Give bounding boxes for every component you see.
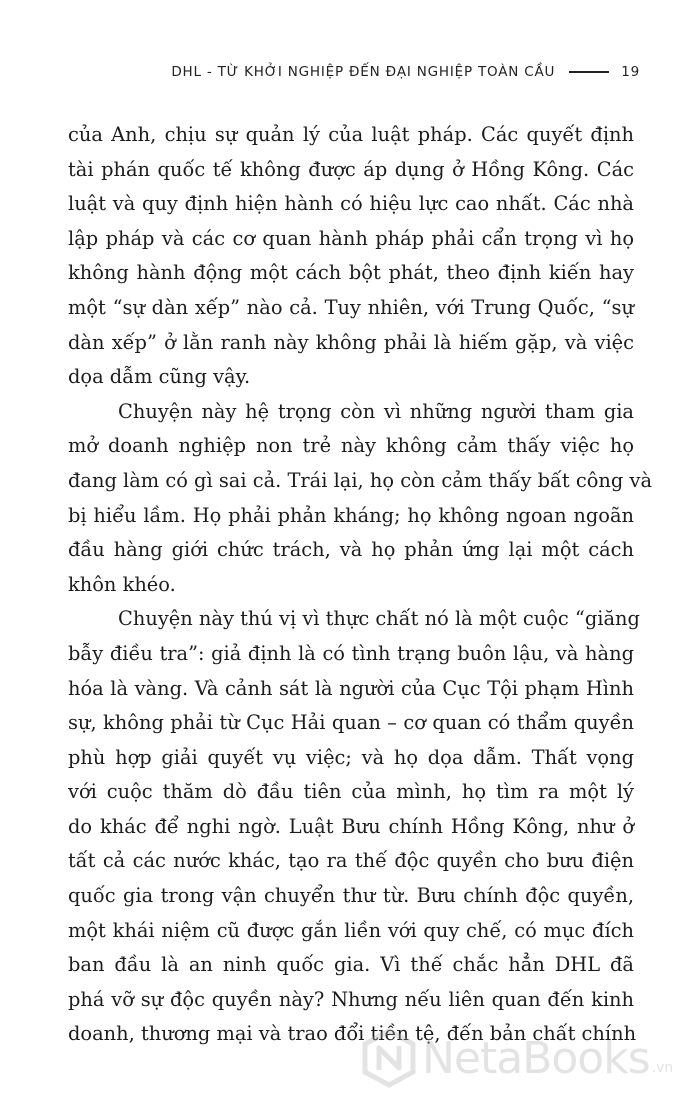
text-line: luật và quy định hiện hành có hiệu lực cao nhất. Các nhà: [68, 192, 634, 216]
text-line: đầu hàng giới chức trách, và họ phản ứng lại một cách: [68, 538, 634, 562]
text-line: một “sự dàn xếp” nào cả. Tuy nhiên, với Trung Quốc, “sự: [68, 295, 634, 319]
header-rule: [569, 71, 609, 73]
text-line: khôn khéo.: [68, 572, 176, 596]
text-line: dọa dẫm cũng vậy.: [68, 365, 251, 389]
text-line: ban đầu là an ninh quốc gia. Vì thế chắc hẳn DHL đã: [68, 953, 634, 977]
text-line: phù hợp giải quyết vụ việc; và họ dọa dẫm. Thất vọng: [68, 745, 634, 769]
text-line: của Anh, chịu sự quản lý của luật pháp. Các quyết định: [68, 123, 634, 146]
text-line: do khác để nghi ngờ. Luật Bưu chính Hồng Kông, như ở: [68, 814, 634, 838]
running-header: [0, 64, 640, 80]
text-line: tất cả các nước khác, tạo ra thế độc quyền cho bưu điện: [68, 849, 634, 873]
text-line: bẫy điều tra”: giả định là có tình trạng buôn lậu, và hàng: [68, 641, 634, 665]
watermark-text: NetaBooks: [422, 1032, 650, 1084]
text-line: một khái niệm cũ được gắn liền với quy chế, có mục đích: [68, 918, 634, 942]
paragraph: [68, 602, 640, 1052]
text-line: sự, không phải từ Cục Hải quan – cơ quan có thẩm quyền: [68, 711, 634, 735]
netabooks-logo-icon: [362, 1028, 416, 1088]
text-line: quốc gia trong vận chuyển thư từ. Bưu chính độc quyền,: [68, 884, 634, 908]
text-line: bị hiểu lầm. Họ phải phản kháng; họ không ngoan ngoãn: [68, 503, 634, 527]
watermark: [362, 1028, 673, 1088]
watermark-suffix: .vn: [651, 1060, 674, 1076]
running-header-title: DHL - TỪ KHỞI NGHIỆP ĐẾN ĐẠI NGHIỆP TOÀN CẦU: [171, 64, 556, 80]
text-line: hóa là vàng. Và cảnh sát là người của Cục Tội phạm Hình: [68, 676, 634, 700]
text-line: mở doanh nghiệp non trẻ này không cảm thấy việc họ: [68, 434, 634, 458]
text-line: phá vỡ sự độc quyền này? Nhưng nếu liên quan đến kinh: [68, 987, 634, 1011]
text-line: doanh, thương mại và trao đổi tiền tệ, đến bản chất chính: [68, 1022, 637, 1046]
text-line: lập pháp và các cơ quan hành pháp phải cẩn trọng vì họ: [68, 226, 634, 250]
text-line: Chuyện này thú vị vì thực chất nó là một cuộc “giăng: [118, 607, 640, 631]
paragraph: [68, 118, 634, 395]
text-line: với cuộc thăm dò đầu tiên của mình, họ tìm ra một lý: [68, 780, 634, 804]
text-line: dàn xếp” ở lằn ranh này không phải là hiếm gặp, và việc: [68, 330, 634, 354]
text-line: Chuyện này hệ trọng còn vì những người tham gia: [118, 399, 634, 423]
page-number: 19: [621, 64, 640, 80]
text-line: tài phán quốc tế không được áp dụng ở Hồng Kông. Các: [68, 157, 634, 181]
page-body: [68, 118, 653, 1052]
paragraph: [68, 395, 653, 603]
text-line: không hành động một cách bột phát, theo định kiến hay: [68, 261, 634, 285]
text-line: đang làm có gì sai cả. Trái lại, họ còn cảm thấy bất công và: [68, 468, 653, 492]
